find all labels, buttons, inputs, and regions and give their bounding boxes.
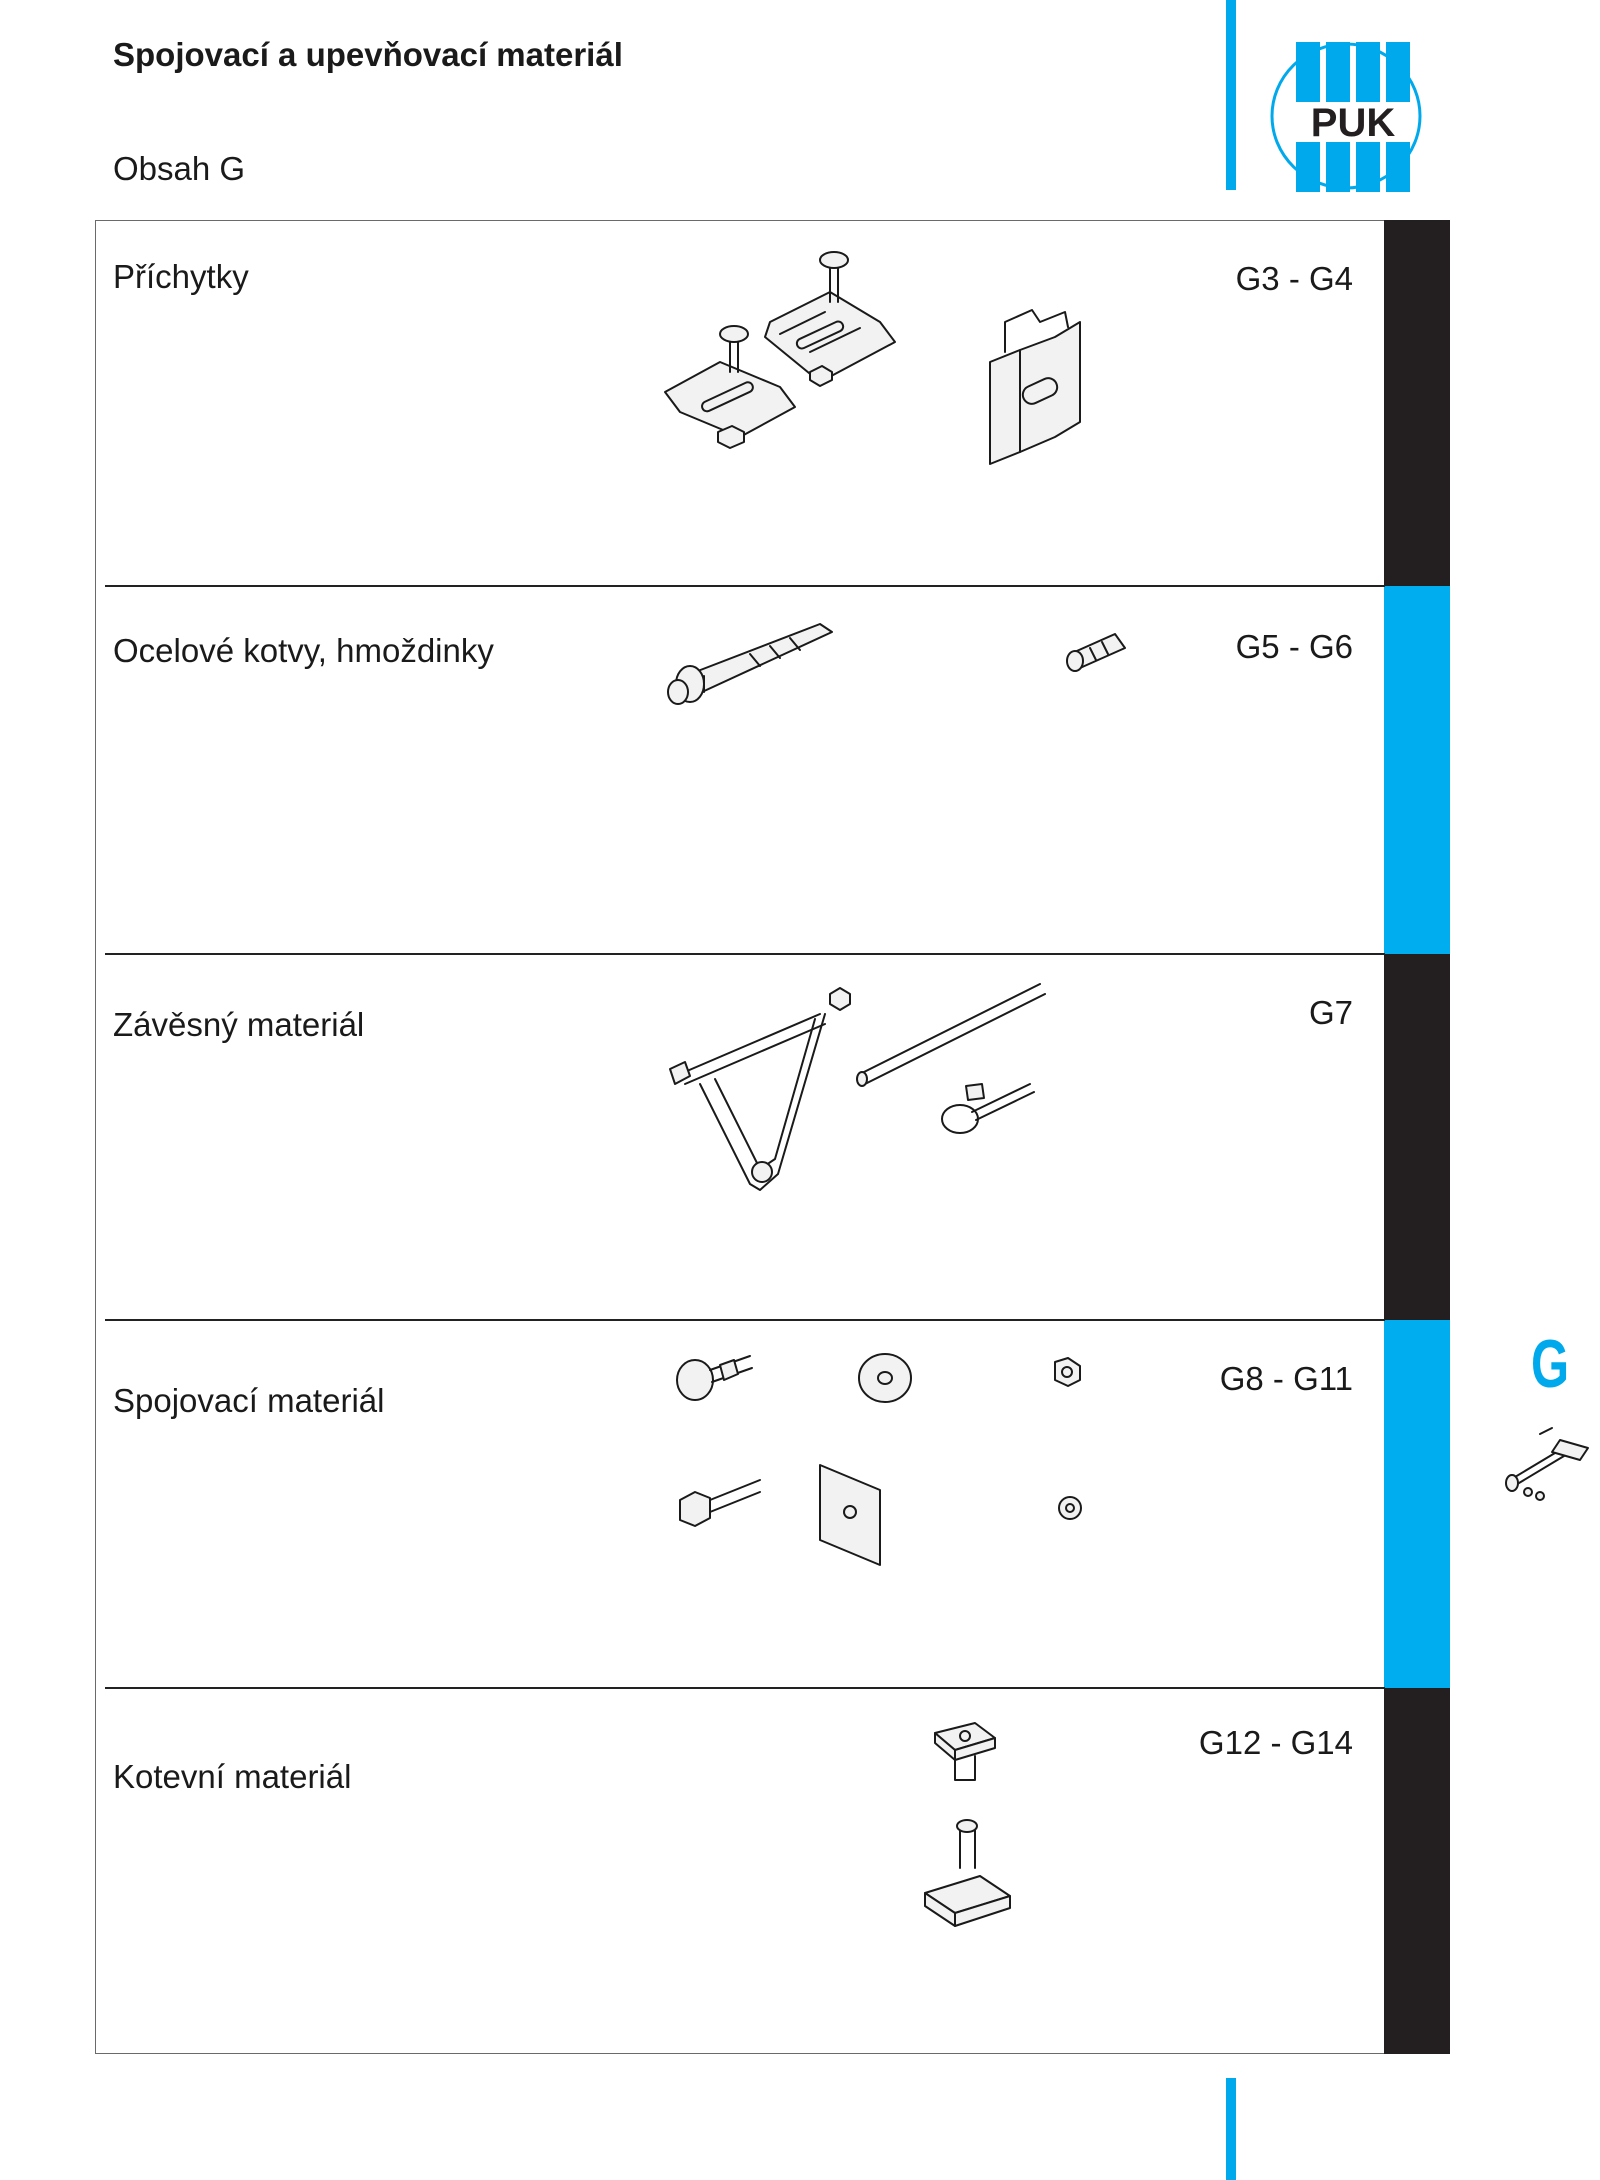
section-prichytky[interactable] [105, 220, 1383, 585]
section-ocelove-kotvy[interactable] [105, 586, 1383, 952]
section-label: Příchytky [113, 258, 249, 295]
section-kotevni-material[interactable] [105, 1688, 1383, 2054]
accent-bar-bottom [1226, 2078, 1236, 2180]
channel-nut-icon [935, 1723, 995, 1780]
plug-anchor-icon [1067, 634, 1125, 671]
section-tab-3 [1384, 954, 1450, 1320]
fasteners-icon [1500, 1420, 1592, 1504]
carriage-bolt-icon [677, 1356, 752, 1400]
section-zavesny-material[interactable] [105, 954, 1383, 1319]
threaded-rod-icon [857, 984, 1045, 1086]
section-tab-2 [1384, 586, 1450, 954]
section-label: Kotevní materiál [113, 1758, 352, 1795]
channel-bolt-icon [925, 1820, 1010, 1926]
section-subtitle: Obsah G [113, 150, 246, 187]
puk-logo [1268, 40, 1424, 192]
section-pages: G7 [1308, 994, 1353, 1031]
washer-icon [859, 1354, 911, 1402]
eye-bolt-icon [942, 1084, 1034, 1133]
section-spojovaci-material[interactable] [105, 1320, 1383, 1686]
document-title: Spojovací a upevňovací materiál [113, 36, 623, 73]
section-pages: G12 - G14 [1198, 1724, 1353, 1761]
section-pages: G8 - G11 [1219, 1360, 1353, 1397]
logo-text: PUK [1310, 101, 1396, 145]
anchor-bolt-icon [668, 624, 832, 704]
chapter-letter: G [1530, 1326, 1570, 1402]
section-pages: G5 - G6 [1235, 628, 1353, 665]
section-label: Ocelové kotvy, hmoždinky [113, 632, 494, 669]
hex-nut-icon [1055, 1358, 1080, 1386]
accent-bar-top [1226, 0, 1236, 190]
hanger-bracket-icon [670, 988, 850, 1190]
lock-washer-icon [1059, 1497, 1081, 1519]
clips-illustration [660, 242, 1180, 472]
hex-bolt-icon [680, 1480, 760, 1526]
section-label: Závěsný materiál [113, 1006, 365, 1043]
section-tab-5 [1384, 1688, 1450, 2054]
section-tab-1 [1384, 220, 1450, 586]
section-pages: G3 - G4 [1235, 260, 1353, 297]
section-tab-4 [1384, 1320, 1450, 1688]
square-washer-icon [820, 1465, 880, 1565]
section-label: Spojovací materiál [113, 1382, 385, 1419]
